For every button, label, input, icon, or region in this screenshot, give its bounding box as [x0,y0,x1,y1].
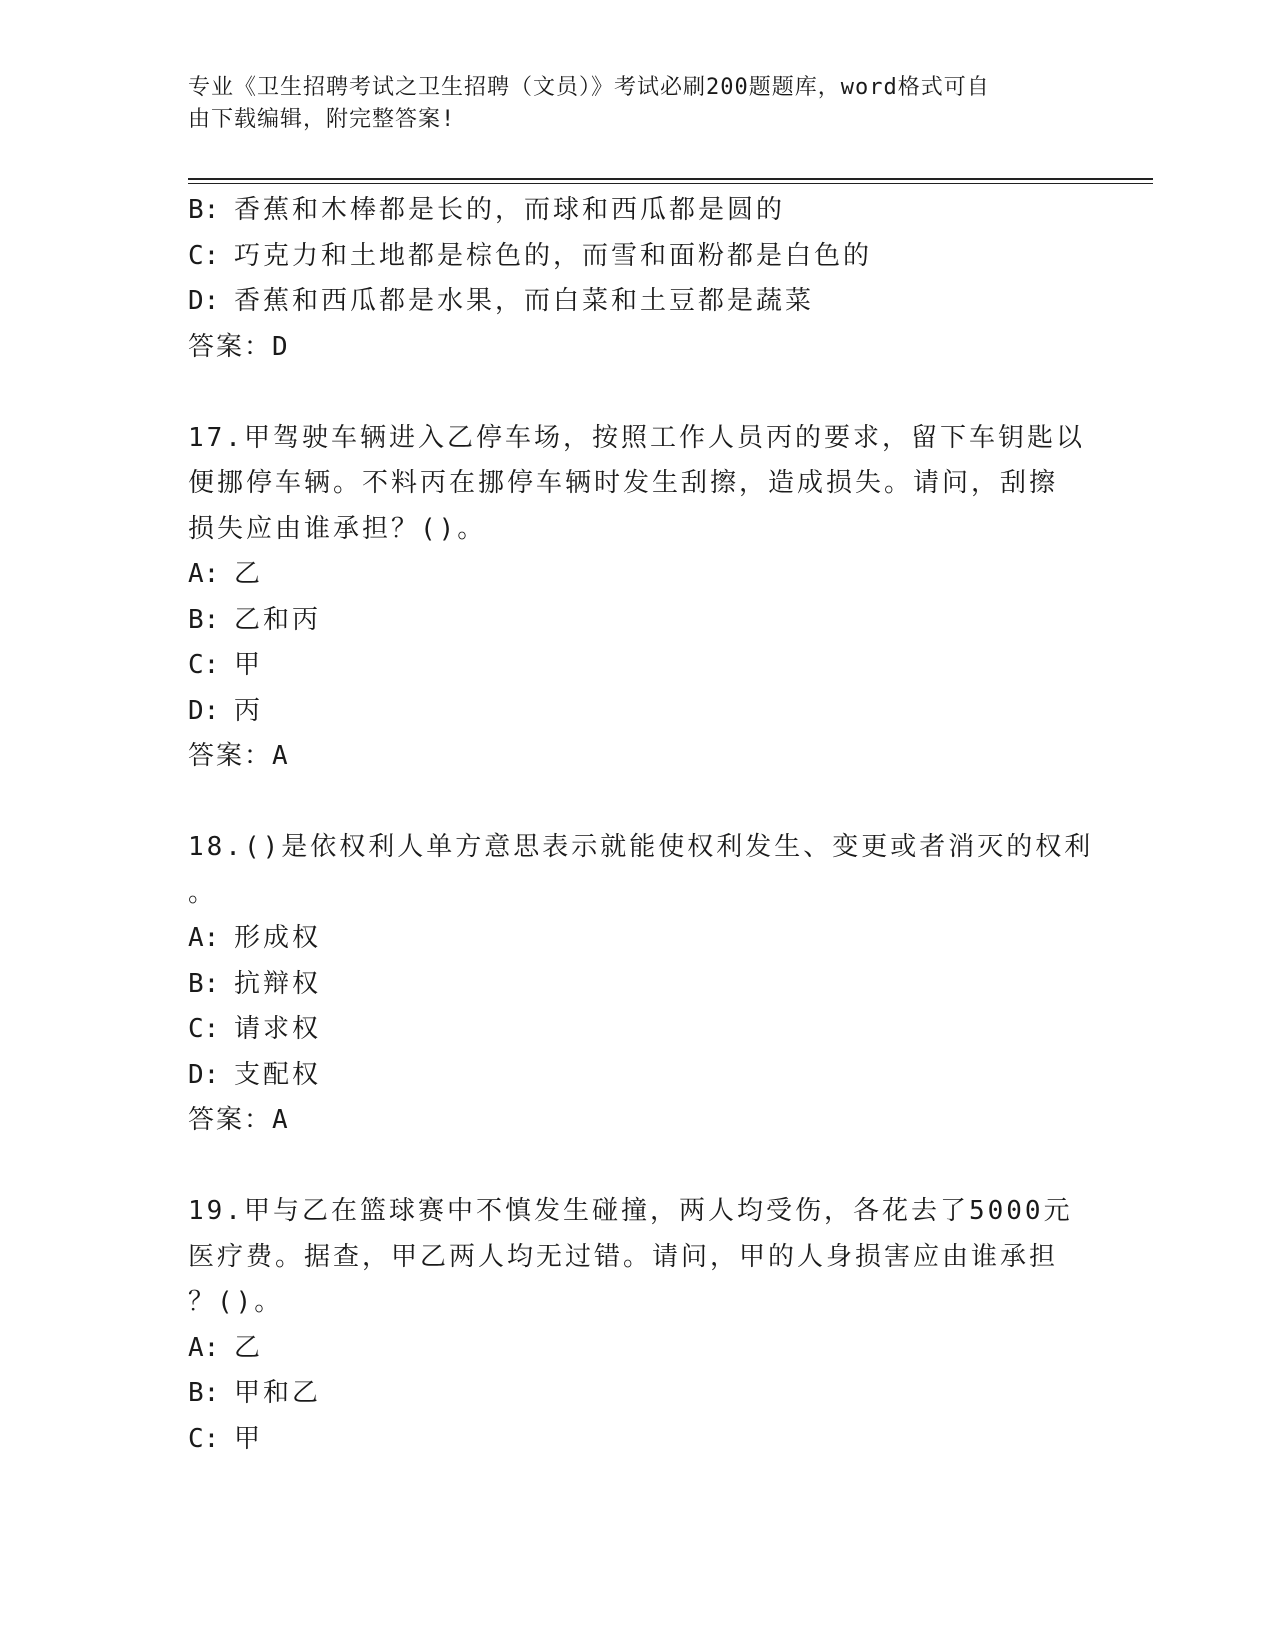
option-a [188,1326,1088,1372]
question-text-line: ？()。 [188,1287,284,1317]
option-b [188,962,1088,1008]
question-18 [188,825,1094,1144]
question-text-line: 医疗费。据查，甲乙两人均无过错。请问，甲的人身损害应由谁承担 [188,1241,1059,1272]
answer-label: 答案： [188,1105,273,1135]
header-line-2: 由下载编辑，附完整答案! [188,107,456,132]
question-content [188,188,1094,1462]
answer-line [188,325,1088,371]
option-letter: C: [188,240,220,271]
option-d [188,1053,1088,1099]
option-text: 乙 [234,559,264,589]
question-text-line: 17.甲驾驶车辆进入乙停车场，按照工作人员丙的要求，留下车钥匙以 [188,422,1085,453]
spacer [188,370,1088,416]
option-text: 巧克力和土地都是棕色的，而雪和面粉都是白色的 [234,240,873,271]
option-letter: C: [188,1423,220,1454]
spacer [188,780,1088,826]
answer-label: 答案： [188,331,273,362]
option-letter: D: [188,695,220,726]
answer-label: 答案： [188,741,273,771]
option-c [188,234,1088,280]
option-c [188,1417,1088,1463]
spacer [188,1144,1088,1190]
option-text: 形成权 [234,923,322,953]
question-text-line: 便挪停车辆。不料丙在挪停车辆时发生刮擦，造成损失。请问，刮擦 [188,468,1059,498]
option-b [188,598,1088,644]
option-letter: B: [188,195,220,225]
question-16-tail [188,188,1088,370]
question-19 [188,1189,1088,1462]
question-text-line: 。 [188,877,218,908]
option-text: 支配权 [234,1059,322,1090]
option-letter: B: [188,1378,220,1408]
option-letter: A: [188,1332,220,1363]
option-letter: D: [188,1059,220,1090]
option-text: 香蕉和西瓜都是水果，而白菜和土豆都是蔬菜 [234,286,815,316]
option-text: 乙和丙 [234,604,322,635]
question-text-line: 19.甲与乙在篮球赛中不慎发生碰撞，两人均受伤，各花去了5000元 [188,1196,1073,1226]
answer-value: A [272,1105,290,1135]
option-letter: C: [188,650,220,680]
header-divider-thin [188,183,1153,184]
option-c [188,643,1088,689]
answer-value: A [272,741,290,771]
answer-line [188,734,1088,780]
option-text: 甲和乙 [234,1378,322,1408]
option-letter: B: [188,604,220,635]
option-letter: B: [188,968,220,999]
answer-line [188,1098,1088,1144]
option-letter: C: [188,1014,220,1044]
question-text-line: 损失应由谁承担？()。 [188,513,487,544]
option-letter: D: [188,286,220,316]
answer-value: D [272,331,290,362]
header-divider-thick [188,178,1153,180]
header-line-1: 专业《卫生招聘考试之卫生招聘（文员）》考试必刷200题题库，word格式可自 [188,75,990,100]
question-text-line: 18.()是依权利人单方意思表示就能使权利发生、变更或者消灭的权利 [188,832,1094,862]
option-c [188,1007,1088,1053]
option-d [188,279,1088,325]
option-text: 甲 [234,650,264,680]
option-letter: A: [188,923,220,953]
option-b [188,1371,1088,1417]
option-a [188,552,1088,598]
option-letter: A: [188,559,220,589]
option-text: 香蕉和木棒都是长的，而球和西瓜都是圆的 [234,195,786,225]
option-d [188,689,1088,735]
option-text: 甲 [234,1423,264,1454]
option-text: 乙 [234,1332,264,1363]
option-b [188,188,1088,234]
question-17 [188,416,1088,780]
option-a [188,916,1088,962]
document-header [188,72,1068,136]
option-text: 抗辩权 [234,968,322,999]
option-text: 请求权 [234,1014,322,1044]
option-text: 丙 [234,695,264,726]
